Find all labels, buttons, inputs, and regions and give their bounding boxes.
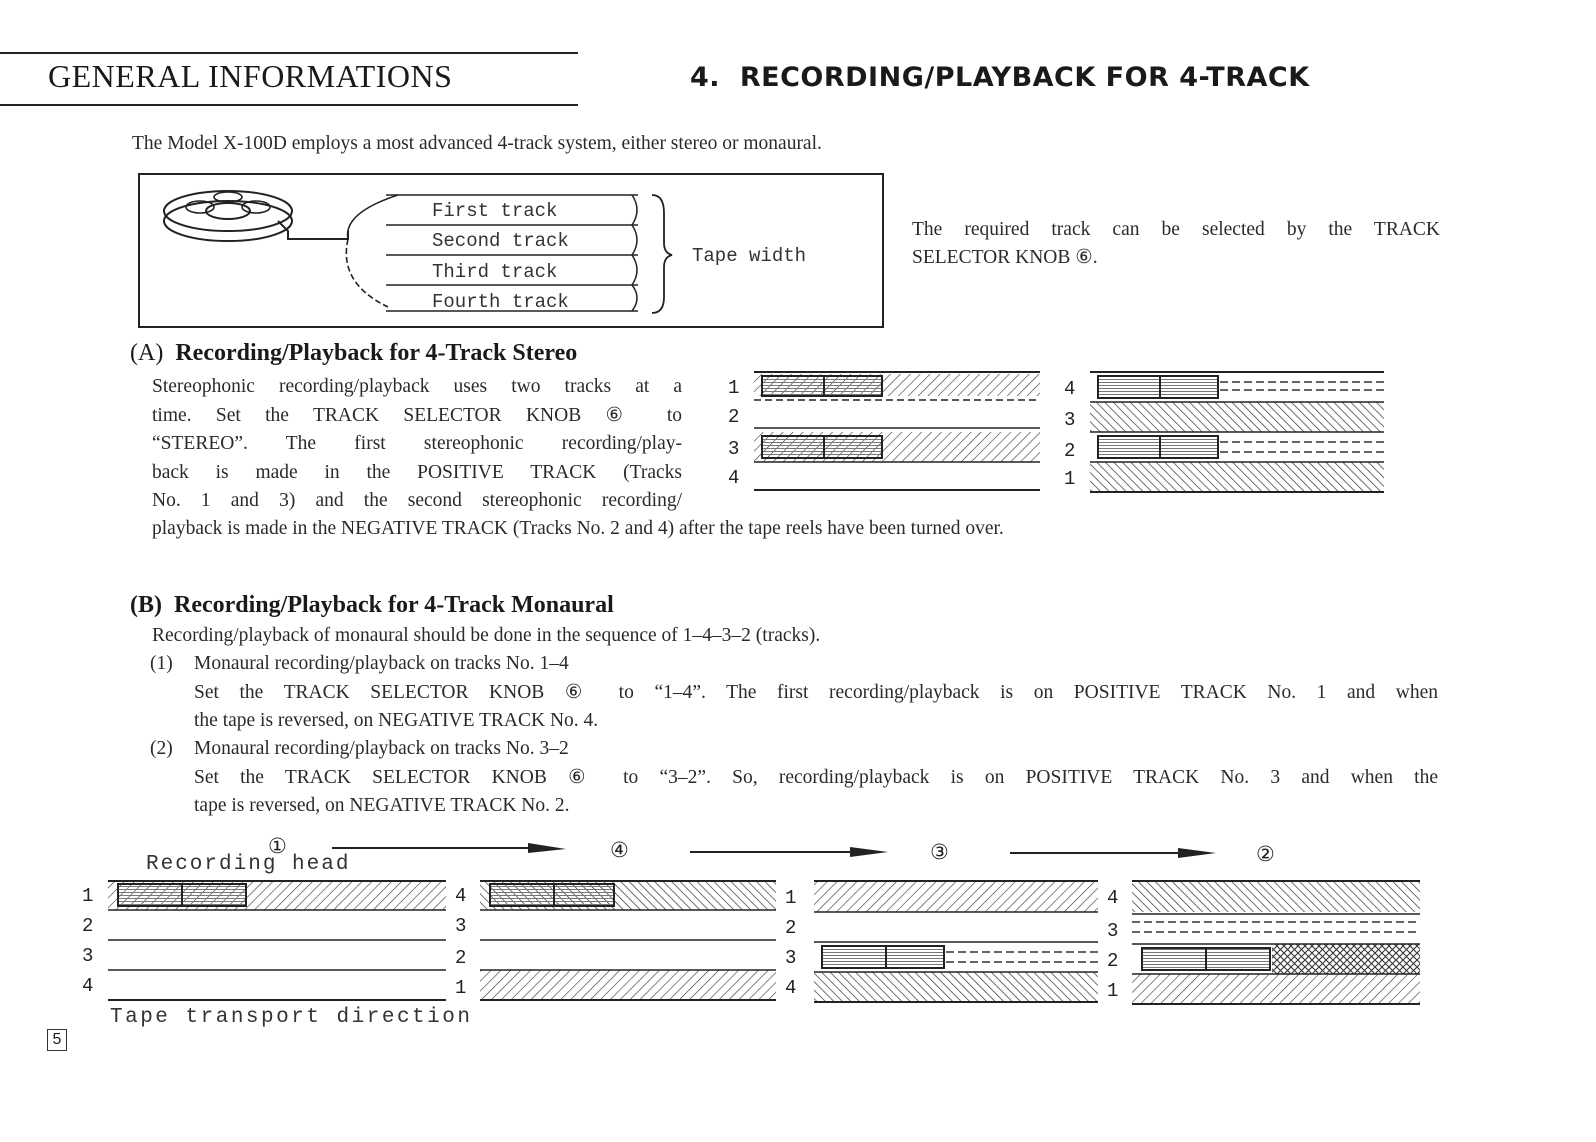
item-2-line1: Set the TRACK SELECTOR KNOB ⑥ to “3–2”. So, recording/playback is on POSITIVE TRACK No. 3 and when the xyxy=(194,767,1438,788)
tape-direction-label: Tape transport direction xyxy=(110,1006,473,1029)
stereo-track-diagram xyxy=(720,366,1400,498)
selector-note-line2: SELECTOR KNOB ⑥. xyxy=(912,247,1098,268)
track-label-first: First track xyxy=(432,200,558,222)
recording-head-label: Recording head xyxy=(146,853,351,876)
section-a-line: time. Set the TRACK SELECTOR KNOB ⑥ to xyxy=(152,404,682,426)
panel-2-track-number: 2 xyxy=(455,947,467,969)
panel-4-track-number: 1 xyxy=(1107,980,1119,1002)
panel-3-track-number: 2 xyxy=(785,917,797,939)
stereo-left-track-number: 1 xyxy=(728,377,740,399)
section-b-intro: Recording/playback of monaural should be done in the sequence of 1–4–3–2 (tracks). xyxy=(152,625,821,646)
header-rule-bottom xyxy=(0,104,578,106)
step-4-number: ② xyxy=(1256,842,1275,866)
section-a-heading xyxy=(130,340,577,367)
panel-1-track-number: 1 xyxy=(82,885,94,907)
panel-1-track-number: 3 xyxy=(82,945,94,967)
item-1-line1: Set the TRACK SELECTOR KNOB ⑥ to “1–4”. The first recording/playback is on POSITIVE TRACK No. 1 and when xyxy=(194,682,1438,703)
panel-1-track-number: 4 xyxy=(82,975,94,997)
sequence-panel-1 xyxy=(108,881,446,1000)
arrow-right-icon xyxy=(690,847,888,857)
stereo-right-track-number: 4 xyxy=(1064,378,1076,400)
panel-2-track-number: 1 xyxy=(455,977,467,999)
section-b-heading xyxy=(130,592,614,619)
sequence-panel-4 xyxy=(1132,881,1420,1004)
monaural-sequence-diagram xyxy=(80,876,1440,1010)
item-1-title: Monaural recording/playback on tracks No. 1–4 xyxy=(194,653,569,674)
section-a-line: back is made in the POSITIVE TRACK (Tracks xyxy=(152,461,682,483)
step-3-number: ③ xyxy=(930,840,949,864)
chapter-title: 4. RECORDING/PLAYBACK FOR 4-TRACK xyxy=(690,62,1310,93)
section-b-marker: (B) xyxy=(130,592,162,618)
step-1-number: ① xyxy=(268,834,287,858)
track-label-second: Second track xyxy=(432,230,569,252)
section-a-title: Recording/Playback for 4-Track Stereo xyxy=(175,340,578,366)
section-a-line: No. 1 and 3) and the second stereophonic recording/ xyxy=(152,490,682,511)
panel-4-track-number: 4 xyxy=(1107,887,1119,909)
section-b-title: Recording/Playback for 4-Track Monaural xyxy=(174,592,614,618)
panel-3-track-number: 1 xyxy=(785,887,797,909)
item-2-line2: tape is reversed, on NEGATIVE TRACK No. 2. xyxy=(194,795,570,816)
arrow-right-icon xyxy=(1010,848,1216,858)
section-title: GENERAL INFORMATIONS xyxy=(48,58,453,94)
sequence-panel-2 xyxy=(480,881,776,1000)
track-label-fourth: Fourth track xyxy=(432,291,569,313)
section-a-line: Stereophonic recording/playback uses two tracks at a xyxy=(152,376,682,397)
panel-3-track-number: 3 xyxy=(785,947,797,969)
section-a-marker: (A) xyxy=(130,340,164,366)
step-2-number: ④ xyxy=(610,838,629,862)
stereo-right-track-number: 1 xyxy=(1064,468,1076,490)
panel-3-track-number: 4 xyxy=(785,977,797,999)
stereo-left-track-number: 3 xyxy=(728,438,740,460)
section-a-line: “STEREO”. The first stereophonic recording/play- xyxy=(152,433,682,454)
item-2-marker: (2) xyxy=(150,738,173,759)
stereo-right-track-number: 2 xyxy=(1064,440,1076,462)
item-1-marker: (1) xyxy=(150,653,173,674)
stereo-left-track-number: 4 xyxy=(728,467,740,489)
selector-note-line1: The required track can be selected by the TRACK xyxy=(912,219,1440,240)
tape-width-label: Tape width xyxy=(692,245,807,267)
section-a-paragraph xyxy=(152,373,682,516)
item-2-title: Monaural recording/playback on tracks No. 3–2 xyxy=(194,738,569,759)
item-1-line2: the tape is reversed, on NEGATIVE TRACK No. 4. xyxy=(194,710,599,731)
panel-2-track-number: 4 xyxy=(455,885,467,907)
stereo-left-track-number: 2 xyxy=(728,406,740,428)
stereo-right-track-number: 3 xyxy=(1064,409,1076,431)
panel-2-track-number: 3 xyxy=(455,915,467,937)
page-number: 5 xyxy=(47,1029,67,1051)
panel-4-track-number: 2 xyxy=(1107,950,1119,972)
arrow-right-icon xyxy=(332,843,566,853)
section-a-last-line: playback is made in the NEGATIVE TRACK (Tracks No. 2 and 4) after the tape reels have been turned over. xyxy=(152,518,1004,539)
header-rule-top xyxy=(0,52,578,54)
panel-4-track-number: 3 xyxy=(1107,920,1119,942)
panel-1-track-number: 2 xyxy=(82,915,94,937)
track-label-third: Third track xyxy=(432,261,558,283)
intro-paragraph: The Model X-100D employs a most advanced 4-track system, either stereo or monaural. xyxy=(132,133,822,154)
sequence-panel-3 xyxy=(814,881,1098,1002)
track-layout-diagram xyxy=(138,173,884,328)
